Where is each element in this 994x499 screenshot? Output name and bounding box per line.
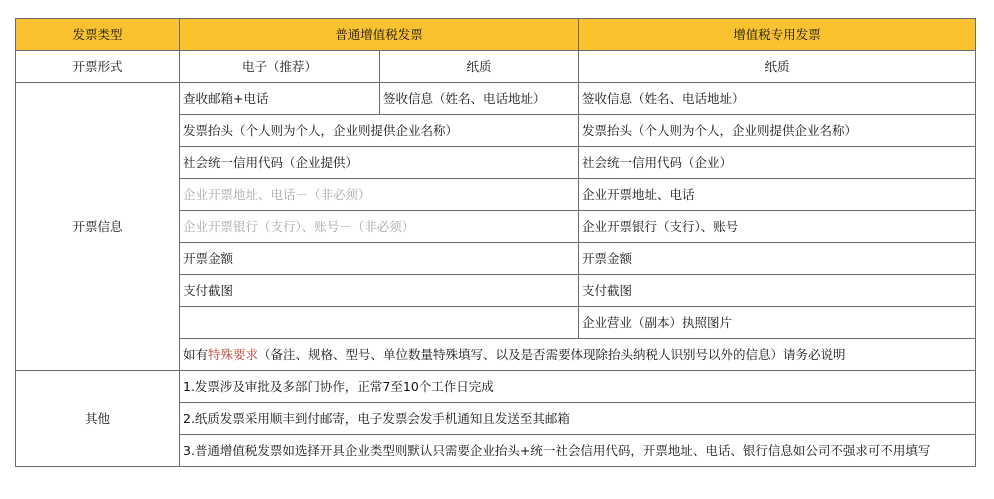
- info-special-credit-code: 社会统一信用代码（企业）: [579, 147, 976, 179]
- invoice-table: [15, 18, 976, 467]
- other-item: 2.纸质发票采用顺丰到付邮寄，电子发票会发手机通知且发送至其邮箱: [180, 403, 976, 435]
- info-normal-bank: 企业开票银行（支行）、账号－（非必须）: [180, 211, 579, 243]
- special-requirement-note: [180, 339, 976, 371]
- header-normal-vat: 普通增值税发票: [180, 19, 579, 51]
- info-special-address: 企业开票地址、电话: [579, 179, 976, 211]
- header-row: [16, 19, 976, 51]
- note-prefix: 如有: [183, 346, 209, 362]
- info-special-license: 企业营业（副本）执照图片: [579, 307, 976, 339]
- info-normal-email-phone: 查收邮箱+电话: [180, 83, 380, 115]
- info-normal-amount: 开票金额: [180, 243, 579, 275]
- other-row-1: [16, 371, 976, 403]
- info-special-payment: 支付截图: [579, 275, 976, 307]
- normal-electronic-cell: 电子（推荐）: [180, 51, 380, 83]
- other-section-label: 其他: [16, 371, 180, 467]
- special-paper-cell: 纸质: [579, 51, 976, 83]
- header-special-vat: 增值税专用发票: [579, 19, 976, 51]
- info-special-amount: 开票金额: [579, 243, 976, 275]
- form-row: [16, 51, 976, 83]
- info-normal-address: 企业开票地址、电话－（非必须）: [180, 179, 579, 211]
- info-special-receipt-info: 签收信息（姓名、电话地址）: [579, 83, 976, 115]
- info-section-label: 开票信息: [16, 83, 180, 371]
- info-row-receive: [16, 83, 976, 115]
- other-item: 3.普通增值税发票如选择开具企业类型则默认只需要企业抬头+统一社会信用代码，开票地址、电话、银行信息如公司不强求可不用填写: [180, 435, 976, 467]
- header-invoice-type: 发票类型: [16, 19, 180, 51]
- info-normal-title: 发票抬头（个人则为个人，企业则提供企业名称）: [180, 115, 579, 147]
- normal-paper-cell: 纸质: [380, 51, 579, 83]
- info-normal-credit-code: 社会统一信用代码（企业提供）: [180, 147, 579, 179]
- info-special-title: 发票抬头（个人则为个人，企业则提供企业名称）: [579, 115, 976, 147]
- other-item: 1.发票涉及审批及多部门协作，正常7至10个工作日完成: [180, 371, 976, 403]
- info-normal-license-empty: [180, 307, 579, 339]
- note-suffix: （备注、规格、型号、单位数量特殊填写、以及是否需要体现除抬头纳税人识别号以外的信息）请务必说明: [258, 346, 846, 362]
- info-special-bank: 企业开票银行（支行）、账号: [579, 211, 976, 243]
- info-normal-receipt-info: 签收信息（姓名、电话地址）: [380, 83, 579, 115]
- note-highlight: 特殊要求: [208, 346, 259, 362]
- form-label: 开票形式: [16, 51, 180, 83]
- invoice-info-sheet: [15, 18, 976, 467]
- info-normal-payment: 支付截图: [180, 275, 579, 307]
